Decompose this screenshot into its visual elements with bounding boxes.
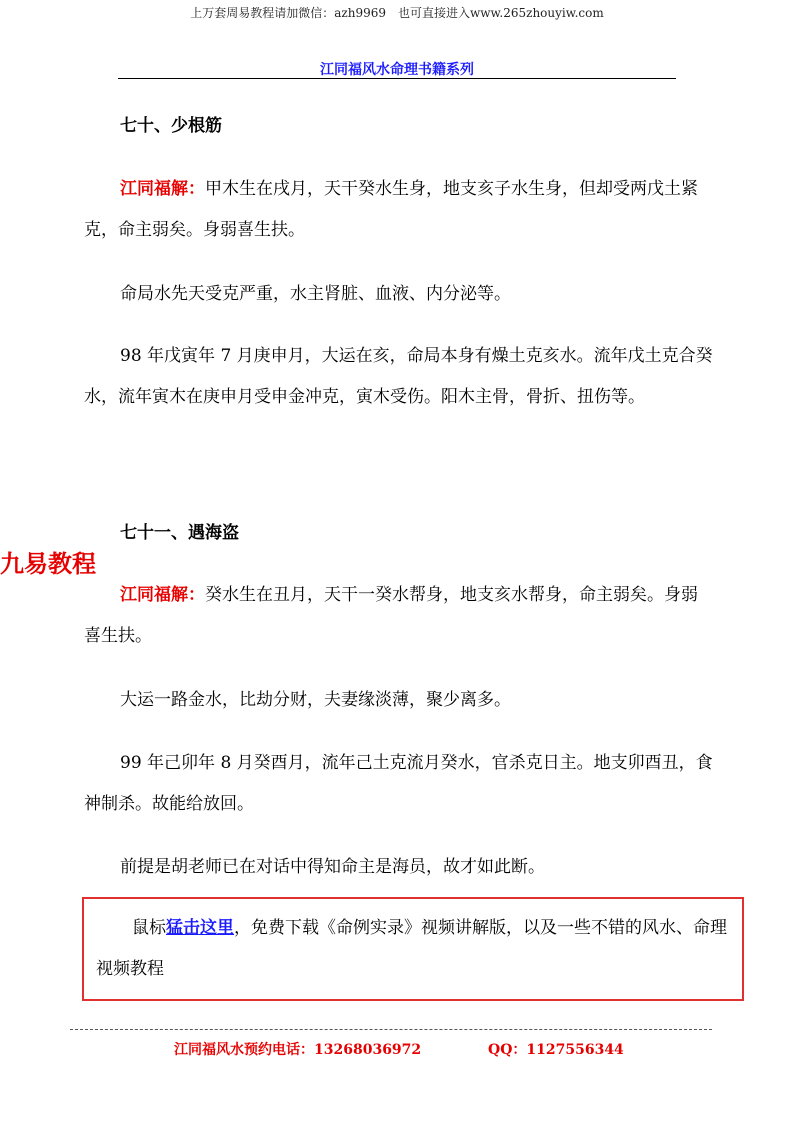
footer-qq: QQ：1127556344 bbox=[488, 1042, 624, 1058]
section1-paragraph-3: 98 年戊寅年 7 月庚申月，大运在亥，命局本身有燥土克亥水。流年戊土克合癸水，流年寅木在庚申月受申金冲克，寅木受伤。阳木主骨，骨折、扭伤等。 bbox=[84, 346, 713, 407]
section2-paragraph-4: 前提是胡老师已在对话中得知命主是海员，故才如此断。 bbox=[120, 857, 545, 877]
ad-suffix: ，免费下载《命例实录》视频讲解版，以及一些不错的风水、命理视频教程 bbox=[96, 918, 727, 979]
section1-paragraph-1-text: 甲木生在戌月，天干癸水生身，地支亥子水生身，但却受两戊土紧克，命主弱矣。身弱喜生扶。 bbox=[84, 179, 698, 240]
section1-paragraph-1 bbox=[84, 169, 714, 251]
ad-prefix: 鼠标 bbox=[132, 918, 166, 938]
section2-paragraph-3: 99 年己卯年 8 月癸酉月，流年己土克流月癸水，官杀克日主。地支卯酉丑，食神制杀。故能给放回。 bbox=[84, 753, 713, 814]
section2-paragraph-2: 大运一路金水，比劫分财，夫妻缘淡薄，聚少离多。 bbox=[120, 690, 511, 710]
section-heading-71: 七十一、遇海盗 bbox=[120, 523, 239, 543]
download-ad-text bbox=[96, 908, 736, 990]
top-watermark: 上万套周易教程请加微信：azh9969 也可直接进入www.265zhouyiw.com bbox=[190, 6, 604, 20]
section2-paragraph-1-text: 癸水生在丑月，天干一癸水帮身，地支亥水帮身，命主弱矣。身弱喜生扶。 bbox=[84, 585, 698, 646]
footer-phone: 江同福风水预约电话：13268036972 bbox=[174, 1042, 422, 1058]
header-divider bbox=[118, 78, 676, 79]
side-watermark: 九易教程 bbox=[0, 550, 96, 578]
section2-paragraph-1 bbox=[84, 575, 714, 657]
section1-paragraph-2: 命局水先天受克严重，水主肾脏、血液、内分泌等。 bbox=[120, 284, 511, 304]
footer-divider bbox=[70, 1029, 712, 1030]
download-link[interactable]: 猛击这里 bbox=[166, 918, 234, 938]
section-heading-70: 七十、少根筋 bbox=[120, 116, 222, 136]
author-label: 江同福解： bbox=[120, 585, 205, 605]
page-header-title: 江同福风水命理书籍系列 bbox=[320, 62, 474, 78]
author-label: 江同福解： bbox=[120, 179, 205, 199]
